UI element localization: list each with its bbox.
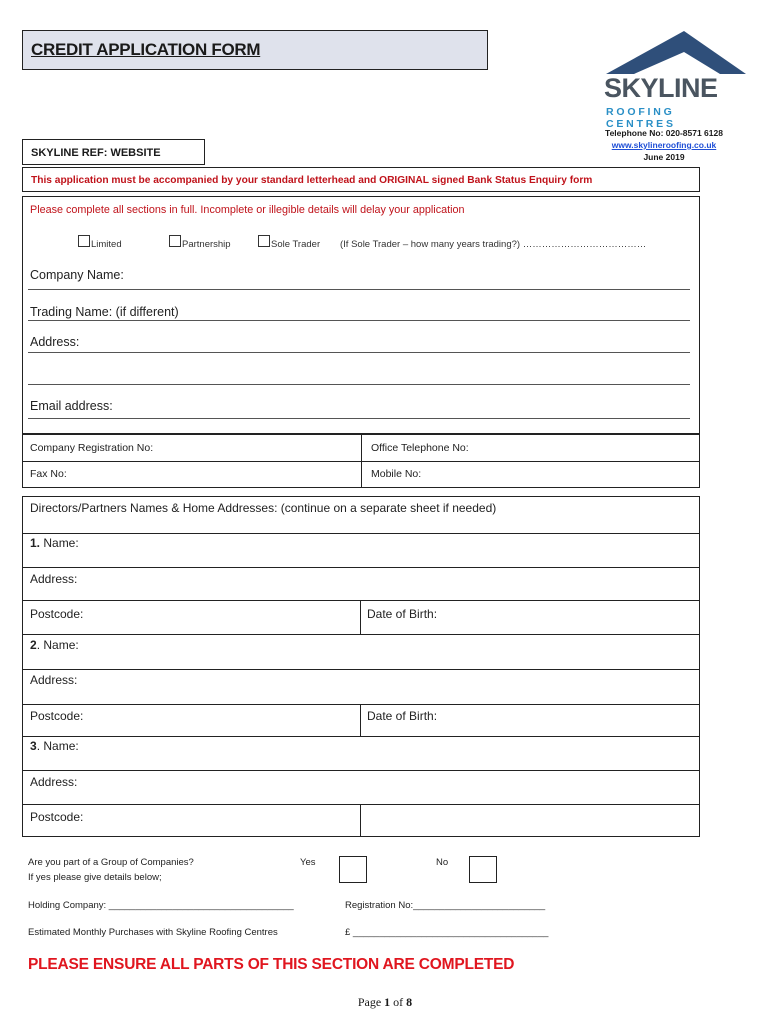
roof-icon	[600, 30, 748, 76]
fax-label[interactable]: Fax No:	[30, 468, 67, 480]
director-2-number: 2	[30, 638, 37, 652]
monthly-purchases-label: Estimated Monthly Purchases with Skyline Roofing Centres	[28, 927, 278, 938]
director-3-name[interactable]	[30, 739, 79, 753]
email-line[interactable]	[28, 418, 690, 419]
no-label: No	[436, 857, 449, 868]
postcode-col-divider-3	[360, 804, 361, 837]
completion-warning: PLEASE ENSURE ALL PARTS OF THIS SECTION ARE COMPLETED	[28, 956, 515, 973]
date-text: June 2019	[643, 152, 685, 162]
director-3-number: 3	[30, 739, 37, 753]
trading-name-line[interactable]	[28, 320, 690, 321]
director-2-name-label: . Name:	[36, 638, 79, 652]
limited-checkbox[interactable]	[78, 235, 90, 247]
form-title: CREDIT APPLICATION FORM	[31, 40, 261, 59]
holding-company-field[interactable]: Holding Company: ___________________________________	[28, 900, 294, 911]
yes-label: Yes	[300, 857, 316, 868]
row-divider	[22, 567, 700, 568]
row-divider	[22, 804, 700, 805]
row-divider	[22, 704, 700, 705]
director-1-number: 1.	[30, 536, 41, 550]
logo-word-skyline: SKYLINE	[604, 73, 718, 103]
directors-table	[22, 496, 700, 837]
postcode-col-divider-2	[360, 704, 361, 736]
page-total: 8	[406, 995, 413, 1009]
page-current: 1	[384, 995, 391, 1009]
page-prefix: Page	[357, 995, 385, 1009]
ref-text: SKYLINE REF: WEBSITE	[31, 147, 161, 159]
row-divider	[22, 533, 700, 534]
contact-block	[584, 127, 744, 163]
sole-trader-label: Sole Trader	[271, 239, 321, 250]
notice-box	[22, 167, 700, 192]
email-label: Email address:	[30, 399, 113, 413]
director-2-address[interactable]: Address:	[30, 673, 78, 687]
directors-heading: Directors/Partners Names & Home Addresses: (continue on a separate sheet if needed)	[30, 501, 497, 515]
director-1-address[interactable]: Address:	[30, 572, 78, 586]
page-number	[0, 995, 770, 1010]
ref-box	[22, 139, 205, 165]
director-1-name[interactable]	[30, 536, 79, 550]
skyline-logo	[600, 30, 748, 130]
registration-no-field[interactable]: Registration No:_________________________	[345, 900, 546, 911]
row-divider	[22, 634, 700, 635]
group-question: Are you part of a Group of Companies?	[28, 857, 194, 868]
director-1-dob[interactable]: Date of Birth:	[367, 607, 438, 621]
row-divider	[22, 600, 700, 601]
partnership-checkbox[interactable]	[169, 235, 181, 247]
address-line-2[interactable]	[28, 384, 690, 385]
office-tel-label[interactable]: Office Telephone No:	[371, 442, 469, 454]
no-checkbox[interactable]	[469, 856, 497, 883]
page-of: of	[390, 995, 407, 1009]
telephone-text: Telephone No: 020-8571 6128	[605, 128, 723, 138]
website-link[interactable]: www.skylineroofing.co.uk	[611, 140, 717, 150]
instruction-text: Please complete all sections in full. Incomplete or illegible details will delay your application	[30, 204, 465, 216]
partnership-label: Partnership	[182, 239, 231, 250]
trading-name-label: Trading Name: (if different)	[30, 305, 179, 319]
sole-trader-years[interactable]: (If Sole Trader – how many years trading?) …………………………………	[340, 239, 647, 250]
director-2-dob[interactable]: Date of Birth:	[367, 709, 438, 723]
postcode-col-divider-1	[360, 600, 361, 634]
address-line-1[interactable]	[28, 352, 690, 353]
yes-checkbox[interactable]	[339, 856, 367, 883]
limited-label: Limited	[91, 239, 122, 250]
row-divider	[22, 669, 700, 670]
director-1-postcode[interactable]: Postcode:	[30, 607, 84, 621]
director-2-name[interactable]	[30, 638, 79, 652]
company-reg-label[interactable]: Company Registration No:	[30, 442, 154, 454]
row-divider	[22, 736, 700, 737]
mobile-label[interactable]: Mobile No:	[371, 468, 422, 480]
row-divider	[22, 770, 700, 771]
director-2-postcode[interactable]: Postcode:	[30, 709, 84, 723]
logo-word-roofing: ROOFING CENTRES	[606, 106, 676, 130]
form-title-box	[22, 30, 488, 70]
notice-text: This application must be accompanied by your standard letterhead and ORIGINAL signed Bank Status Enquiry form	[31, 175, 593, 186]
registration-col-divider	[361, 434, 362, 488]
group-details-note: If yes please give details below;	[28, 872, 162, 883]
address-label: Address:	[30, 335, 80, 349]
director-3-name-label: . Name:	[36, 739, 79, 753]
company-name-label: Company Name:	[30, 268, 124, 282]
director-3-address[interactable]: Address:	[30, 775, 78, 789]
monthly-purchases-field[interactable]: £ _____________________________________	[345, 927, 549, 938]
director-3-postcode[interactable]: Postcode:	[30, 810, 84, 824]
company-name-line[interactable]	[28, 289, 690, 290]
group-question-block	[28, 855, 194, 885]
sole-trader-checkbox[interactable]	[258, 235, 270, 247]
director-1-name-label: Name:	[40, 536, 79, 550]
